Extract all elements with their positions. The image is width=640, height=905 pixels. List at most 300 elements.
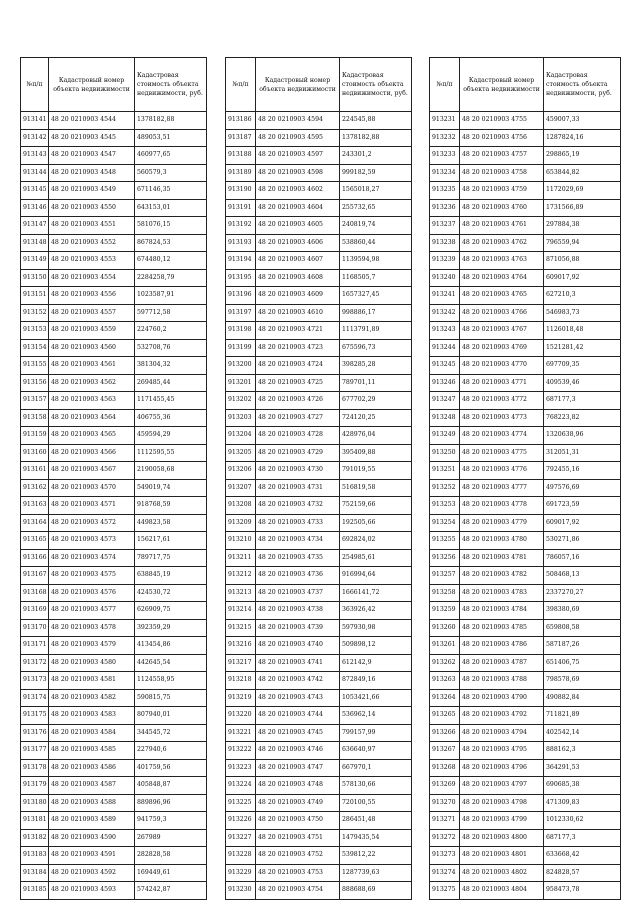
row-number: 913163 [21,497,49,515]
cadastral-value: 459594,29 [135,427,207,445]
table-row [21,479,207,497]
cadastral-value: 677702,29 [340,392,412,410]
cadastral-number: 48 20 0210903 4587 [49,777,135,795]
cadastral-number: 48 20 0210903 4550 [49,199,135,217]
row-number: 913225 [226,794,256,812]
table-row [21,444,207,462]
table-header-row [21,58,207,112]
table-row [21,812,207,830]
row-number: 913142 [21,129,49,147]
cadastral-value: 1731566,89 [544,199,621,217]
row-number: 913274 [430,864,460,882]
cadastral-number: 48 20 0210903 4574 [49,549,135,567]
table-row [21,637,207,655]
table-row [21,689,207,707]
row-number: 913241 [430,287,460,305]
table-row [226,619,412,637]
table-row [226,339,412,357]
cadastral-value: 312051,31 [544,444,621,462]
cadastral-number: 48 20 0210903 4802 [460,864,544,882]
cadastral-number: 48 20 0210903 4782 [460,567,544,585]
cadastral-value: 536962,14 [340,707,412,725]
cadastral-number: 48 20 0210903 4586 [49,759,135,777]
cadastral-value: 549019,74 [135,479,207,497]
cadastral-value: 297884,38 [544,217,621,235]
cadastral-number: 48 20 0210903 4605 [256,217,340,235]
row-number: 913270 [430,794,460,812]
cadastral-value: 406755,36 [135,409,207,427]
row-number: 913247 [430,392,460,410]
header-cadastral-number: Кадастровый номер объекта недвижимости [460,58,544,112]
table-row [430,794,621,812]
cadastral-value: 626909,75 [135,602,207,620]
cadastral-number: 48 20 0210903 4565 [49,427,135,445]
cadastral-number: 48 20 0210903 4545 [49,129,135,147]
cadastral-value: 156217,61 [135,532,207,550]
cadastral-number: 48 20 0210903 4584 [49,724,135,742]
row-number: 913184 [21,864,49,882]
cadastral-number: 48 20 0210903 4781 [460,549,544,567]
row-number: 913180 [21,794,49,812]
cadastral-value: 807940,01 [135,707,207,725]
cadastral-number: 48 20 0210903 4575 [49,567,135,585]
table-row [430,514,621,532]
cadastral-value: 674480,12 [135,252,207,270]
row-number: 913203 [226,409,256,427]
row-number: 913209 [226,514,256,532]
cadastral-value: 509898,12 [340,637,412,655]
cadastral-number: 48 20 0210903 4727 [256,409,340,427]
cadastral-number: 48 20 0210903 4580 [49,654,135,672]
cadastral-value: 546983,73 [544,304,621,322]
cadastral-value: 1657327,45 [340,287,412,305]
row-number: 913186 [226,112,256,130]
row-number: 913159 [21,427,49,445]
table-row [226,794,412,812]
cadastral-value: 1287739,63 [340,864,412,882]
table-row [430,427,621,445]
cadastral-number: 48 20 0210903 4741 [256,654,340,672]
cadastral-value: 2190058,68 [135,462,207,480]
cadastral-number: 48 20 0210903 4748 [256,777,340,795]
cadastral-number: 48 20 0210903 4582 [49,689,135,707]
cadastral-number: 48 20 0210903 4731 [256,479,340,497]
table-row [21,514,207,532]
row-number: 913212 [226,567,256,585]
table-row [430,339,621,357]
cadastral-value: 671146,35 [135,182,207,200]
row-number: 913248 [430,409,460,427]
cadastral-number: 48 20 0210903 4779 [460,514,544,532]
cadastral-value: 633668,42 [544,847,621,865]
cadastral-value: 240819,74 [340,217,412,235]
row-number: 913171 [21,637,49,655]
row-number: 913261 [430,637,460,655]
cadastral-value: 1023587,91 [135,287,207,305]
cadastral-value: 720100,55 [340,794,412,812]
cadastral-value: 428976,04 [340,427,412,445]
table-row [21,672,207,690]
cadastral-number: 48 20 0210903 4740 [256,637,340,655]
cadastral-value: 574242,87 [135,882,207,900]
table-row [226,322,412,340]
table-row [21,304,207,322]
cadastral-number: 48 20 0210903 4792 [460,707,544,725]
row-number: 913263 [430,672,460,690]
cadastral-value: 405848,87 [135,777,207,795]
table-row [430,147,621,165]
cadastral-value: 1112595,55 [135,444,207,462]
row-number: 913232 [430,129,460,147]
cadastral-value: 667970,1 [340,759,412,777]
table-row [226,427,412,445]
cadastral-value: 872849,16 [340,672,412,690]
cadastral-value: 490882,84 [544,689,621,707]
table-row [21,742,207,760]
cadastral-number: 48 20 0210903 4797 [460,777,544,795]
row-number: 913191 [226,199,256,217]
cadastral-number: 48 20 0210903 4799 [460,812,544,830]
row-number: 913169 [21,602,49,620]
table-row [21,794,207,812]
table-row [430,549,621,567]
header-cadastral-value: Кадастровая стоимость объекта недвижимости, руб. [135,58,207,112]
cadastral-number: 48 20 0210903 4742 [256,672,340,690]
cadastral-number: 48 20 0210903 4794 [460,724,544,742]
cadastral-number: 48 20 0210903 4800 [460,829,544,847]
cadastral-number: 48 20 0210903 4756 [460,129,544,147]
cadastral-value: 789701,11 [340,374,412,392]
cadastral-number: 48 20 0210903 4755 [460,112,544,130]
cadastral-number: 48 20 0210903 4787 [460,654,544,672]
table-row [21,164,207,182]
table-row [226,304,412,322]
row-number: 913151 [21,287,49,305]
table-row [21,882,207,900]
row-number: 913206 [226,462,256,480]
cadastral-value: 590815,75 [135,689,207,707]
table-row [21,199,207,217]
table-row [21,322,207,340]
row-number: 913193 [226,234,256,252]
cadastral-value: 638845,19 [135,567,207,585]
cadastral-value: 687177,3 [544,829,621,847]
table-row [226,812,412,830]
cadastral-number: 48 20 0210903 4594 [256,112,340,130]
cadastral-value: 449823,58 [135,514,207,532]
cadastral-value: 489053,51 [135,129,207,147]
row-number: 913172 [21,654,49,672]
table-row [430,199,621,217]
row-number: 913267 [430,742,460,760]
table-body [21,112,207,900]
row-number: 913257 [430,567,460,585]
table-row [21,182,207,200]
table-row [226,147,412,165]
cadastral-number: 48 20 0210903 4591 [49,847,135,865]
cadastral-value: 627210,3 [544,287,621,305]
cadastral-value: 587187,26 [544,637,621,655]
cadastral-number: 48 20 0210903 4771 [460,374,544,392]
cadastral-value: 711821,89 [544,707,621,725]
row-number: 913252 [430,479,460,497]
header-num: №п/п [21,58,49,112]
cadastral-number: 48 20 0210903 4725 [256,374,340,392]
table-row [226,164,412,182]
cadastral-value: 497576,69 [544,479,621,497]
cadastral-number: 48 20 0210903 4561 [49,357,135,375]
cadastral-value: 1171455,45 [135,392,207,410]
cadastral-number: 48 20 0210903 4598 [256,164,340,182]
cadastral-value: 402542,14 [544,724,621,742]
cadastral-value: 1287824,16 [544,129,621,147]
row-number: 913156 [21,374,49,392]
cadastral-number: 48 20 0210903 4804 [460,882,544,900]
table-row [226,444,412,462]
table-row [430,269,621,287]
table-row [21,339,207,357]
table-row [226,199,412,217]
cadastral-number: 48 20 0210903 4784 [460,602,544,620]
table-row [21,602,207,620]
row-number: 913272 [430,829,460,847]
row-number: 913173 [21,672,49,690]
table-row [226,252,412,270]
table-row [430,637,621,655]
cadastral-value: 999182,59 [340,164,412,182]
table-row [21,462,207,480]
row-number: 913141 [21,112,49,130]
cadastral-number: 48 20 0210903 4775 [460,444,544,462]
cadastral-number: 48 20 0210903 4754 [256,882,340,900]
cadastral-value: 254985,61 [340,549,412,567]
cadastral-value: 395409,88 [340,444,412,462]
table-row [226,217,412,235]
row-number: 913216 [226,637,256,655]
table-row [430,234,621,252]
cadastral-value: 609017,92 [544,269,621,287]
table-row [430,322,621,340]
cadastral-number: 48 20 0210903 4609 [256,287,340,305]
table-row [226,724,412,742]
cadastral-number: 48 20 0210903 4760 [460,199,544,217]
row-number: 913253 [430,497,460,515]
cadastral-value: 1479435,54 [340,829,412,847]
cadastral-value: 636640,97 [340,742,412,760]
table-row [226,514,412,532]
row-number: 913144 [21,164,49,182]
table-body [226,112,412,900]
table-row [21,287,207,305]
row-number: 913239 [430,252,460,270]
cadastral-value: 789717,75 [135,549,207,567]
row-number: 913244 [430,339,460,357]
cadastral-number: 48 20 0210903 4578 [49,619,135,637]
cadastral-value: 1378182,88 [340,129,412,147]
cadastral-value: 1666141,72 [340,584,412,602]
table-row [21,759,207,777]
cadastral-number: 48 20 0210903 4743 [256,689,340,707]
cadastral-number: 48 20 0210903 4608 [256,269,340,287]
cadastral-value: 1139594,98 [340,252,412,270]
cadastral-value: 508468,13 [544,567,621,585]
row-number: 913234 [430,164,460,182]
cadastral-number: 48 20 0210903 4721 [256,322,340,340]
cadastral-number: 48 20 0210903 4576 [49,584,135,602]
table-row [21,357,207,375]
table-row [430,129,621,147]
cadastral-value: 792455,16 [544,462,621,480]
cadastral-value: 1521281,42 [544,339,621,357]
cadastral-number: 48 20 0210903 4769 [460,339,544,357]
cadastral-number: 48 20 0210903 4581 [49,672,135,690]
cadastral-number: 48 20 0210903 4724 [256,357,340,375]
cadastral-number: 48 20 0210903 4774 [460,427,544,445]
cadastral-value: 692824,02 [340,532,412,550]
cadastral-number: 48 20 0210903 4752 [256,847,340,865]
row-number: 913224 [226,777,256,795]
cadastral-value: 581076,15 [135,217,207,235]
row-number: 913254 [430,514,460,532]
row-number: 913236 [430,199,460,217]
row-number: 913245 [430,357,460,375]
table-row [226,532,412,550]
cadastral-value: 224545,88 [340,112,412,130]
row-number: 913183 [21,847,49,865]
row-number: 913157 [21,392,49,410]
cadastral-number: 48 20 0210903 4595 [256,129,340,147]
row-number: 913235 [430,182,460,200]
cadastral-value: 889896,96 [135,794,207,812]
row-number: 913250 [430,444,460,462]
cadastral-number: 48 20 0210903 4728 [256,427,340,445]
row-number: 913268 [430,759,460,777]
row-number: 913195 [226,269,256,287]
cadastral-value: 597930,98 [340,619,412,637]
table-row [430,567,621,585]
cadastral-number: 48 20 0210903 4734 [256,532,340,550]
row-number: 913164 [21,514,49,532]
table-header-row [430,58,621,112]
row-number: 913196 [226,287,256,305]
cadastral-number: 48 20 0210903 4592 [49,864,135,882]
row-number: 913231 [430,112,460,130]
cadastral-value: 560579,3 [135,164,207,182]
table-row [430,829,621,847]
cadastral-number: 48 20 0210903 4762 [460,234,544,252]
row-number: 913213 [226,584,256,602]
cadastral-number: 48 20 0210903 4749 [256,794,340,812]
table-row [430,374,621,392]
table-row [430,444,621,462]
cadastral-value: 958473,78 [544,882,621,900]
table-row [430,777,621,795]
cadastral-number: 48 20 0210903 4563 [49,392,135,410]
row-number: 913265 [430,707,460,725]
cadastral-value: 2337270,27 [544,584,621,602]
cadastral-value: 1172029,69 [544,182,621,200]
cadastral-number: 48 20 0210903 4730 [256,462,340,480]
cadastral-number: 48 20 0210903 4557 [49,304,135,322]
row-number: 913264 [430,689,460,707]
table-row [226,637,412,655]
cadastral-number: 48 20 0210903 4790 [460,689,544,707]
cadastral-number: 48 20 0210903 4766 [460,304,544,322]
cadastral-number: 48 20 0210903 4770 [460,357,544,375]
cadastral-value: 224760,2 [135,322,207,340]
table-row [21,619,207,637]
cadastral-number: 48 20 0210903 4583 [49,707,135,725]
row-number: 913192 [226,217,256,235]
row-number: 913189 [226,164,256,182]
table-row [21,427,207,445]
table-row [226,707,412,725]
row-number: 913198 [226,322,256,340]
cadastral-number: 48 20 0210903 4738 [256,602,340,620]
row-number: 913240 [430,269,460,287]
row-number: 913226 [226,812,256,830]
row-number: 913223 [226,759,256,777]
cadastral-number: 48 20 0210903 4777 [460,479,544,497]
cadastral-value: 471309,83 [544,794,621,812]
cadastral-number: 48 20 0210903 4732 [256,497,340,515]
row-number: 913188 [226,147,256,165]
table-row [430,409,621,427]
row-number: 913246 [430,374,460,392]
table-row [21,392,207,410]
cadastral-value: 786057,16 [544,549,621,567]
cadastral-value: 442645,54 [135,654,207,672]
row-number: 913219 [226,689,256,707]
table-row [21,252,207,270]
cadastral-value: 538860,44 [340,234,412,252]
row-number: 913249 [430,427,460,445]
cadastral-value: 752159,66 [340,497,412,515]
cadastral-value: 344545,72 [135,724,207,742]
table-row [430,672,621,690]
row-number: 913162 [21,479,49,497]
table-row [430,479,621,497]
cadastral-number: 48 20 0210903 4579 [49,637,135,655]
cadastral-value: 724120,25 [340,409,412,427]
cadastral-number: 48 20 0210903 4548 [49,164,135,182]
row-number: 913222 [226,742,256,760]
row-number: 913269 [430,777,460,795]
table-row [430,742,621,760]
row-number: 913260 [430,619,460,637]
cadastral-number: 48 20 0210903 4585 [49,742,135,760]
table-row [226,829,412,847]
cadastral-value: 867824,53 [135,234,207,252]
row-number: 913243 [430,322,460,340]
table-row [430,304,621,322]
row-number: 913210 [226,532,256,550]
table-row [430,759,621,777]
cadastral-value: 459007,33 [544,112,621,130]
cadastral-value: 298865,19 [544,147,621,165]
cadastral-value: 578130,66 [340,777,412,795]
table-row [226,287,412,305]
table-row [430,392,621,410]
cadastral-value: 690685,38 [544,777,621,795]
table-row [430,707,621,725]
cadastral-number: 48 20 0210903 4773 [460,409,544,427]
cadastral-number: 48 20 0210903 4607 [256,252,340,270]
cadastral-value: 597712,58 [135,304,207,322]
row-number: 913148 [21,234,49,252]
table-row [21,829,207,847]
row-number: 913228 [226,847,256,865]
